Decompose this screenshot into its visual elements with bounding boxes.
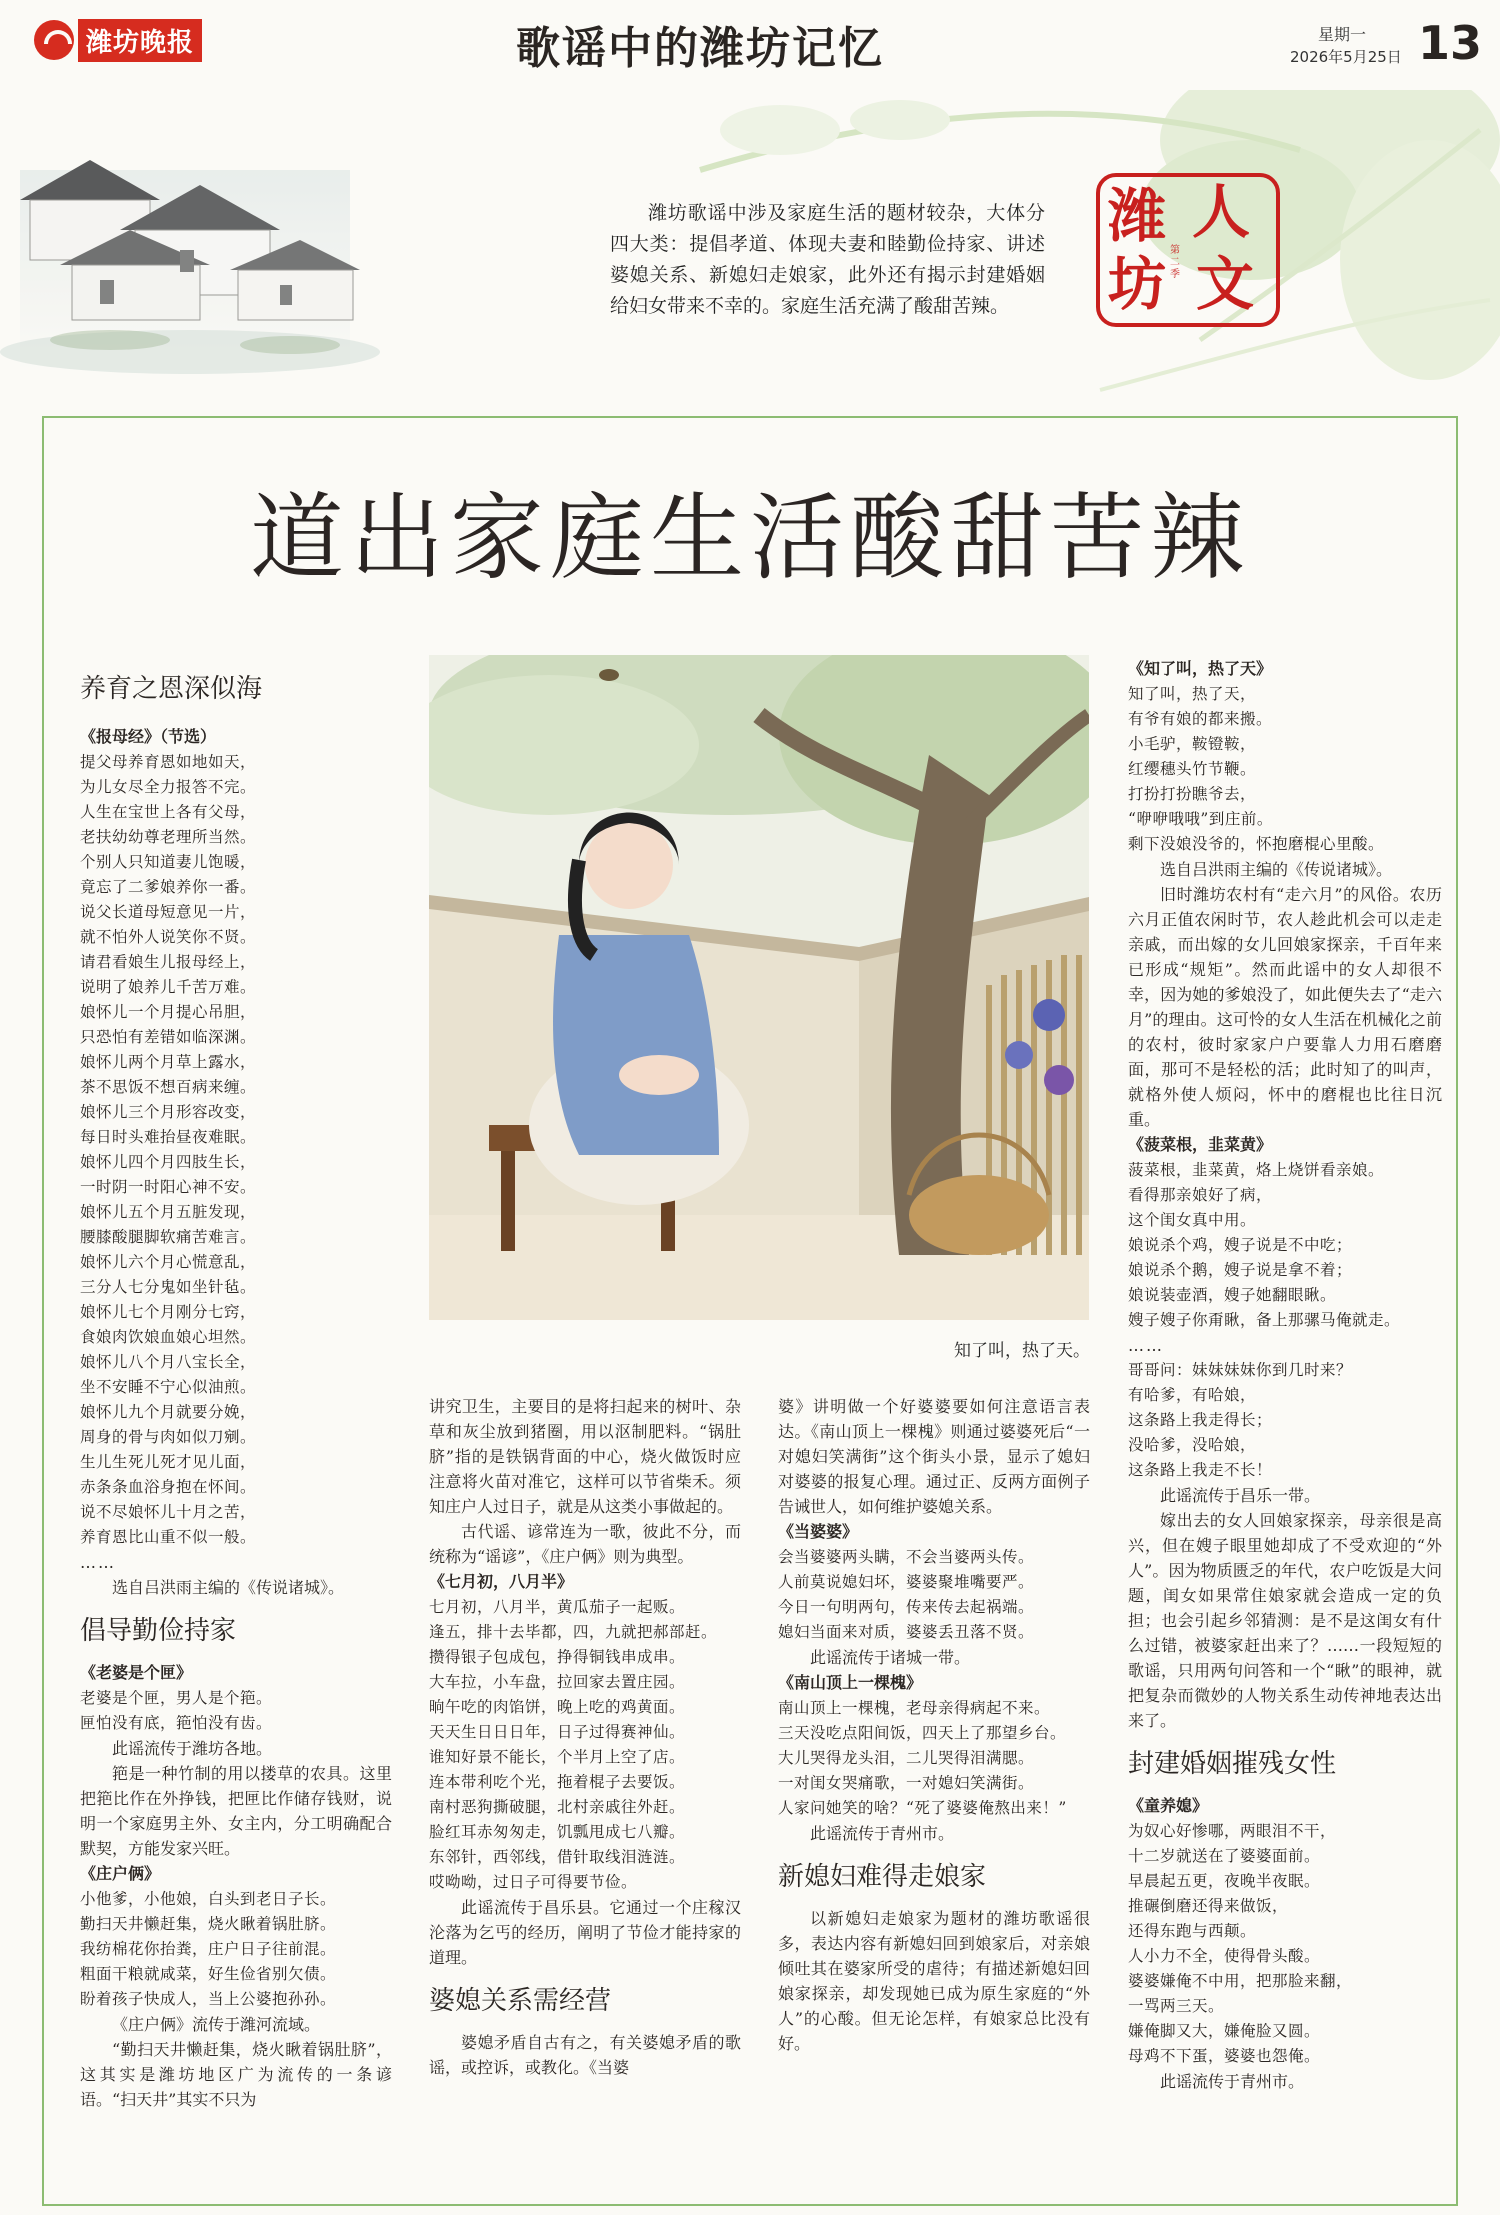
lyric-line: 坐不安睡不宁心似油煎。 (80, 1378, 257, 1396)
lyric-line: 菠菜根，韭菜黄，烙上烧饼看亲娘。 (1128, 1161, 1385, 1179)
heading-raising-grace: 养育之恩深似海 (80, 674, 263, 704)
source-note: 选自吕洪雨主编的《传说诸城》。 (112, 1578, 345, 1597)
lyric-line: 这个闺女真中用。 (1128, 1211, 1257, 1229)
lyric-line: 娘怀儿一个月提心吊胆， (80, 1003, 257, 1021)
song-title-zhuanghu: 《庄户俩》 (80, 1864, 161, 1883)
issue-date: 2026年5月25日 (1290, 48, 1402, 66)
lyric-line: 大儿哭得龙头泪，二儿哭得泪满腮。 (778, 1749, 1035, 1767)
lyric-line: 娘怀儿六个月心慌意乱， (80, 1253, 257, 1271)
body-paragraph: 以新媳妇走娘家为题材的潍坊歌谣很多，表达内容有新媳妇回到娘家后，对亲娘倾吐其在婆家所受的虐待；有描述新媳妇回娘家探亲，却发现她已成为原生家庭的“外人”的心酸。但无论怎样，有娘家总比没有好。 (778, 1909, 1090, 2053)
lyric-line: 红缨穗头竹节鞭。 (1128, 760, 1257, 778)
stamp-char-wen: 文 (1196, 250, 1255, 318)
song-note: 此谣流传于潍坊各地。 (112, 1739, 273, 1758)
lyric-line: 周身的骨与肉如似刀剜。 (80, 1428, 257, 1446)
lyric-line: “咿咿哦哦”到庄前。 (1128, 810, 1273, 828)
lyric-line: 为儿女尽全力报答不完。 (80, 778, 257, 796)
lyric-line: 娘怀儿两个月草上露水， (80, 1053, 257, 1071)
song-note: 此谣流传于青州市。 (810, 1824, 955, 1843)
song-title-zhiliao: 《知了叫，热了天》 (1128, 659, 1273, 678)
stamp-char-fang: 坊 (1108, 250, 1167, 318)
heading-new-bride: 新媳妇难得走娘家 (778, 1862, 987, 1892)
lyric-line: 娘说杀个鹅，嫂子说是拿不着； (1128, 1261, 1353, 1279)
lyric-line: 娘怀儿三个月形容改变， (80, 1103, 257, 1121)
lyric-line: 三天没吃点阳间饭，四天上了那望乡台。 (778, 1724, 1067, 1742)
lyric-line: 逢五，排十去毕都，四，九就把郝部赶。 (429, 1623, 718, 1641)
lyric-line: 娘说杀个鸡，嫂子说是不中吃； (1128, 1236, 1353, 1254)
lyric-line: 娘怀儿五个月五脏发现， (80, 1203, 257, 1221)
column-1 (80, 672, 392, 2112)
song-title-nanshan: 《南山顶上一棵槐》 (778, 1673, 923, 1692)
song-title-laopo: 《老婆是个匣》 (80, 1663, 193, 1682)
page-number: 13 (1418, 16, 1483, 70)
lyric-line: 七月初，八月半，黄瓜茄子一起贩。 (429, 1598, 686, 1616)
lyric-line: 会当婆婆两头瞒，不会当婆两头传。 (778, 1548, 1035, 1566)
lyric-line: 南村恶狗撕破腿，北村亲戚往外赶。 (429, 1798, 686, 1816)
song-title-baomujing: 《报母经》（节选） (80, 727, 217, 746)
lyric-line: 人家问她笑的啥？“死了婆婆俺熬出来！” (778, 1799, 1067, 1817)
heading-feudal-marriage: 封建婚姻摧残女性 (1128, 1749, 1337, 1779)
lyric-line: 娘怀儿四个月四肢生长， (80, 1153, 257, 1171)
lyric-line: 赤条条血浴身抱在怀间。 (80, 1478, 257, 1496)
lyric-line: 娘怀儿九个月就要分娩， (80, 1403, 257, 1421)
lyric-line: 有哈爹，有哈娘， (1128, 1386, 1257, 1404)
lyric-line: 这条路上我走得长； (1128, 1411, 1273, 1429)
lyric-line: 天天生日日日年，日子过得赛神仙。 (429, 1723, 686, 1741)
lyric-line: 攒得银子包成包，挣得铜钱串成串。 (429, 1648, 686, 1666)
lyric-line: 一骂两三天。 (1128, 1997, 1225, 2015)
body-paragraph: 婆》讲明做一个好婆婆要如何注意语言表达。《南山顶上一棵槐》则通过婆婆死后“一对媳妇笑满街”这个街头小景，显示了媳妇对婆婆的报复心理。通过正、反两方面例子告诫世人，如何维护婆媳关系。 (778, 1397, 1090, 1516)
lyric-line: 母鸡不下蛋，婆婆也怨俺。 (1128, 2047, 1321, 2065)
lyric-line: 人小力不全，使得骨头酸。 (1128, 1947, 1321, 1965)
body-paragraph: 嫁出去的女人回娘家探亲，母亲很是高兴，但在嫂子眼里她却成了不受欢迎的“外人”。因为物质匮乏的年代，农户吃饭是大问题，闺女如果常住娘家就会造成一定的负担；也会引起乡邻猜测：是不是这闺女有什么过错，被婆家赶出来了？……一段短短的歌谣，只用两句问答和一个“瞅”的眼神，就把复杂而微妙的人物关系生动传神地表达出来了。 (1128, 1511, 1442, 1730)
lyric-line: 推碾倒磨还得来做饭， (1128, 1897, 1289, 1915)
lyric-line: 个别人只知道妻儿饱暖， (80, 853, 257, 871)
song-note: 此谣流传于昌乐县。它通过一个庄稼汉沦落为乞丐的经历，阐明了节俭才能持家的道理。 (429, 1898, 741, 1967)
lyric-line: 早晨起五更，夜晚半夜眠。 (1128, 1872, 1321, 1890)
lyric-line: 只恐怕有差错如临深渊。 (80, 1028, 257, 1046)
lyric-line: 知了叫，热了天， (1128, 685, 1257, 703)
lyric-line: 小他爹，小他娘，白头到老日子长。 (80, 1890, 337, 1908)
body-paragraph: 旧时潍坊农村有“走六月”的风俗。农历六月正值农闲时节，农人趁此机会可以走走亲戚，而出嫁的女儿回娘家探亲，千百年来已形成“规矩”。然而此谣中的女人却很不幸，因为她的爹娘没了，如此便失去了“走六月”的理由。这可怜的女人生活在机械化之前的农村，彼时家家户户要靠人力用石磨磨面，那可不是轻松的活；此时知了的叫声，就格外使人烦闷，怀中的磨棍也比往日沉重。 (1128, 885, 1442, 1129)
lyric-line: 还得东跑与西颠。 (1128, 1922, 1257, 1940)
lyric-line: 有爷有娘的都来搬。 (1128, 710, 1273, 728)
lyric-line: 茶不思饭不想百病来缠。 (80, 1078, 257, 1096)
lyric-line: 十二岁就送在了婆婆面前。 (1128, 1847, 1321, 1865)
lyric-line: 人前莫说媳妇坏，婆婆聚堆嘴要严。 (778, 1573, 1035, 1591)
lyric-line: 为奴心好惨哪，两眼泪不干， (1128, 1822, 1337, 1840)
song-title-tongyangxi: 《童养媳》 (1128, 1796, 1209, 1815)
heading-frugal: 倡导勤俭持家 (80, 1616, 237, 1646)
lyric-line: 哥哥问：妹妹妹妹你到几时来？ (1128, 1361, 1353, 1379)
logo-text: 潍坊晚报 (78, 19, 202, 62)
lyric-line: 剩下没娘没爷的，怀抱磨棍心里酸。 (1128, 835, 1385, 853)
body-paragraph: 古代谣、谚常连为一歌，彼此不分，而统称为“谣谚”，《庄户俩》则为典型。 (429, 1522, 741, 1566)
stamp-char-ren: 人 (1192, 178, 1251, 246)
logo-mark-icon (34, 20, 74, 60)
lyric-line: 老扶幼幼尊老理所当然。 (80, 828, 257, 846)
lyric-line: 请君看娘生儿报母经上， (80, 953, 257, 971)
lyric-line: 老婆是个匣，男人是个筢。 (80, 1689, 273, 1707)
lyric-line: 说明了娘养儿千苦万难。 (80, 978, 257, 996)
body-paragraph: “勤扫天井懒赶集，烧火瞅着锅肚脐”，这其实是潍坊地区广为流传的一条谚语。“扫天井”其实不只为 (80, 2040, 392, 2109)
lyric-line: 嫌俺脚又大，嫌俺脸又圆。 (1128, 2022, 1321, 2040)
lyric-line: 人生在宝世上各有父母， (80, 803, 257, 821)
newspaper-logo (34, 16, 244, 64)
song-title-bocai: 《菠菜根，韭菜黄》 (1128, 1135, 1273, 1154)
column-2 (429, 1394, 741, 2080)
song-note: 此谣流传于昌乐一带。 (1160, 1486, 1321, 1505)
heading-mother-in-law: 婆媳关系需经营 (429, 1986, 612, 2016)
lyric-line: 小毛驴，鞍镫鞍， (1128, 735, 1257, 753)
lyric-line: 食娘肉饮娘血娘心坦然。 (80, 1328, 257, 1346)
lyric-line: 婆婆嫌俺不中用，把那脸来翻， (1128, 1972, 1353, 1990)
lyric-line: 说不尽娘怀儿十月之苦， (80, 1503, 257, 1521)
column-4 (1128, 656, 1442, 2094)
body-paragraph: 《庄户俩》流传于潍河流域。 (112, 2015, 321, 2034)
lyric-line: 说父长道母短意见一片， (80, 903, 257, 921)
source-note: 选自吕洪雨主编的《传说诸城》。 (1160, 860, 1393, 879)
illustration-caption: 知了叫，热了天。 (954, 1341, 1090, 1361)
village-houses (0, 160, 380, 374)
lyric-line: 哎呦呦，过日子可得要节俭。 (429, 1873, 638, 1891)
lyric-line: 每日时头难抬昼夜难眠。 (80, 1128, 257, 1146)
lyric-line: 大车拉，小车盘，拉回家去置庄园。 (429, 1673, 686, 1691)
lyric-line: 勤扫天井懒赶集，烧火瞅着锅肚脐。 (80, 1915, 337, 1933)
ellipsis: …… (80, 1553, 116, 1572)
ellipsis: …… (1128, 1336, 1164, 1355)
lyric-line: 晌午吃的肉馅饼，晚上吃的鸡黄面。 (429, 1698, 686, 1716)
song-lyrics-baomujing (80, 750, 392, 1550)
body-paragraph: 筢是一种竹制的用以搂草的农具。这里把筢比作在外挣钱，把匣比作储存钱财，说明一个家庭男主外、女主内，分工明确配合默契，方能发家兴旺。 (80, 1764, 392, 1858)
lyric-line: 今日一句明两句，传来传去起祸端。 (778, 1598, 1035, 1616)
lyric-line: 娘说装壶酒，嫂子她翻眼瞅。 (1128, 1286, 1337, 1304)
lyric-line: 没哈爹，没哈娘， (1128, 1436, 1257, 1454)
lyric-line: 竟忘了二爹娘养你一番。 (80, 878, 257, 896)
lyric-line: 谁知好景不能长，个半月上空了店。 (429, 1748, 686, 1766)
lyric-line: 娘怀儿七个月刚分七窍， (80, 1303, 257, 1321)
lyric-line: 生儿生死儿死才见儿面， (80, 1453, 257, 1471)
stamp-season: 第二季 (1170, 245, 1180, 280)
frame-top-line (42, 416, 1458, 418)
section-title: 歌谣中的潍坊记忆 (516, 23, 884, 74)
song-note: 此谣流传于诸城一带。 (810, 1648, 971, 1667)
lyric-line: 这条路上我走不长！ (1128, 1461, 1273, 1479)
column-3 (778, 1394, 1090, 2056)
lyric-line: 打扮打扮瞧爷去， (1128, 785, 1257, 803)
lyric-line: 看得那亲娘好了病， (1128, 1186, 1273, 1204)
lyric-line: 三分人七分鬼如坐针毡。 (80, 1278, 257, 1296)
lyric-line: 南山顶上一棵槐，老母亲得病起不来。 (778, 1699, 1051, 1717)
song-title-dangpopo: 《当婆婆》 (778, 1522, 859, 1541)
lyric-line: 粗面干粮就咸菜，好生俭省别欠债。 (80, 1965, 337, 1983)
lyric-line: 脸红耳赤匆匆走，饥瓢甩成七八瓣。 (429, 1823, 686, 1841)
lyric-line: 连本带利吃个光，拖着棍子去要饭。 (429, 1773, 686, 1791)
column-stamp (1096, 173, 1286, 333)
body-paragraph: 婆媳矛盾自古有之，有关婆媳矛盾的歌谣，或控诉，或教化。《当婆 (429, 2033, 741, 2077)
lyric-line: 一对闺女哭痛歌，一对媳妇笑满街。 (778, 1774, 1035, 1792)
lyric-line: 匣怕没有底，筢怕没有齿。 (80, 1714, 273, 1732)
stamp-char-wei: 潍 (1108, 182, 1167, 250)
headline: 道出家庭生活酸甜苦辣 (249, 484, 1250, 593)
lyric-line: 嫂子嫂子你甭瞅，备上那骡马俺就走。 (1128, 1311, 1401, 1329)
lyric-line: 提父母养育恩如地如天， (80, 753, 257, 771)
lyric-line: 东邻针，西邻线，借针取线泪涟涟。 (429, 1848, 686, 1866)
lyric-line: 养育恩比山重不似一般。 (80, 1528, 257, 1546)
woman-under-tree-illustration (429, 655, 1089, 1320)
intro-text: 潍坊歌谣中涉及家庭生活的题材较杂，大体分四大类：提倡孝道、体现夫妻和睦勤俭持家、讲述婆媳关系、新媳妇走娘家，此外还有揭示封建婚姻给妇女带来不幸的。家庭生活充满了酸甜苦辣。 (610, 202, 1045, 317)
weekday: 星期一 (1318, 25, 1367, 44)
lyric-line: 盼着孩子快成人，当上公婆抱孙孙。 (80, 1990, 337, 2008)
lyric-line: 我纺棉花你抬粪，庄户日子往前混。 (80, 1940, 337, 1958)
lyric-line: 娘怀儿八个月八宝长全， (80, 1353, 257, 1371)
body-paragraph: 讲究卫生，主要目的是将扫起来的树叶、杂草和灰尘放到猪圈，用以沤制肥料。“锅肚脐”指的是铁锅背面的中心，烧火做饭时应注意将火苗对准它，这样可以节省柴禾。须知庄户人过日子，就是从这类小事做起的。 (429, 1397, 741, 1516)
lyric-line: 媳妇当面来对质，婆婆丢丑落不贤。 (778, 1623, 1035, 1641)
song-note: 此谣流传于青州市。 (1160, 2072, 1305, 2091)
lyric-line: 一时阴一时阳心神不安。 (80, 1178, 257, 1196)
song-title-qiyuechu: 《七月初，八月半》 (429, 1572, 574, 1591)
lyric-line: 腰膝酸腿脚软痛苦难言。 (80, 1228, 257, 1246)
lyric-line: 就不怕外人说笑你不贤。 (80, 928, 257, 946)
